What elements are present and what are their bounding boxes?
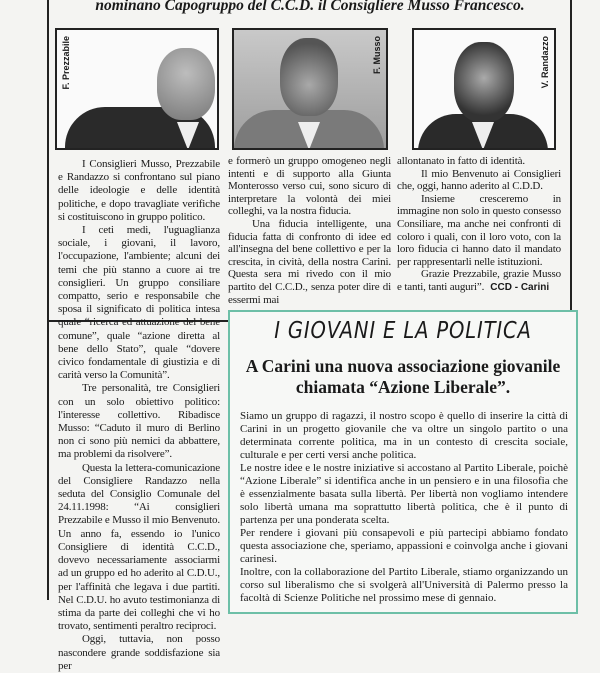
paragraph: Per rendere i giovani più consapevoli e più partecipi abbiamo fondato questa associazione che, speriamo, appassioni e coinvolga anche i giovani carinesi. [240,527,568,565]
youth-politics-box [228,310,578,614]
article-column-2 [228,155,391,306]
paragraph: Il mio Benvenuto ai Consiglieri che, oggi, hanno aderito al C.D.D. [397,167,561,193]
photo-randazzo [412,28,556,150]
subtitle-line: chiamata “Azione Liberale”. [295,377,511,397]
box-body [240,410,568,605]
paragraph: Una fiducia intelligente, una fiducia fatta di confronto di idee ed all'insegna del bene collettivo e per la crescita, in cività, della nostra Carini. Questa sera mi rivedo con il mio partito del C.C.D., senza poter dire di essermi mai [228,217,391,306]
photo-caption: F. Musso [372,36,382,75]
paragraph: I ceti medi, l'uguaglianza sociale, i giovani, il lavoro, l'occupazione, l'ambiente; alcuni dei temi che più stanno a cuore ai tre consiglieri. Un gruppo consiliare compatto, serio e responsabile che sposa il significato di politica intesa quale “ricerca ed attuazione del bene comune”, quale “azione diretta al bene dello Stato”, quale “dovere civico fondamentale di giustizia e di carità verso la Comunità”. [58,224,220,382]
subtitle-line: A Carini una nuova associazione giovanile [245,356,561,376]
article-column-1 [58,158,220,673]
paragraph: Insieme cresceremo in immagine non solo in questo consesso Consiliare, ma anche nei confronti di coloro i quali, con il loro voto, con la loro fiducia ci hanno dato il mandato per rappresentarli nelle istituzioni. [397,192,561,268]
photo-musso [232,28,388,150]
paragraph: Tre personalità, tre Consiglieri con un solo obiettivo politico: l'interesse collettivo. Ribadisce Musso: “Caduto il muro di Berlino non ci sono più nemici da abbattere, ma problemi da risolvere”. [58,382,220,461]
box-subtitle [230,356,576,398]
paragraph: Siamo un gruppo di ragazzi, il nostro scopo è quello di inserire la città di Carini in un progetto giovanile che va oltre un singolo partito o una determinata corrente politica, ma in un contesto di crescita sociale, culturale e per certi versi anche politica. [240,410,568,461]
paragraph: Oggi, tuttavia, non posso nascondere grande soddisfazione sia per [58,633,220,672]
paragraph: Le nostre idee e le nostre iniziative si accostano al Partito Liberale, poichè “Azione Liberale” si identifica anche in un pensiero e in una filosofia che è essenzialmente basata sulla libertà. Per libertà non vogliamo intendere solo libertà umana ma soprattutto libertà politica, che è il punto di partenza per una ponderata scelta. [240,462,568,526]
box-title: I GIOVANI E LA POLITICA [274,318,532,344]
signature: CCD - Carini [490,281,550,293]
paragraph: allontanato in fatto di identità. [397,155,525,167]
paragraph: I Consiglieri Musso, Prezzabile e Randazzo si confrontano sul piano delle ideologie e delle identità politiche, e dopo travagliate verifiche si costituiscono in gruppo politico. [58,158,220,223]
photo-caption: V. Randazzo [540,36,550,89]
photo-prezzabile [55,28,219,150]
column-rule [47,300,49,600]
paragraph: Grazie Prezzabile, grazie Musso e tanti, tanti auguri”. [397,268,561,293]
paragraph: e formerò un gruppo omogeneo negli intenti e di supporto alla Giunta Monterosso verso cui, sono sicuro di interpretare la volontà dei miei colleghi, va la nostra fiducia. [228,155,391,218]
photo-caption: F. Prezzabile [61,36,71,90]
paragraph: Questa la lettera-comunicazione del Consigliere Randazzo nella seduta del Consiglio Comunale del 24.11.1998: “Ai consiglieri Prezzabile e Musso il mio Benvenuto. Un anno fa, essendo io l'unico Consigliere di identità C.C.D., dovevo necessariamente associarmi ad un gruppo ed ho aderito al C.D.U., per l'affinità che legava i due partiti. Nel C.D.U. ho avuto testimonianza di stima da parte dei colleghi che vi ho trovato, sentimenti peraltro reciproci. [58,461,221,633]
article-column-3 [397,155,561,295]
paragraph: Inoltre, con la collaborazione del Partito Liberale, stiamo organizzando un corso sul liberalismo che si svolgerà all'Università di Palermo presso la facoltà di Scienze Politiche nel prossimo mese di gennaio. [240,566,568,604]
headline: nominano Capogruppo del C.C.D. il Consigliere Musso Francesco. [95,0,525,14]
